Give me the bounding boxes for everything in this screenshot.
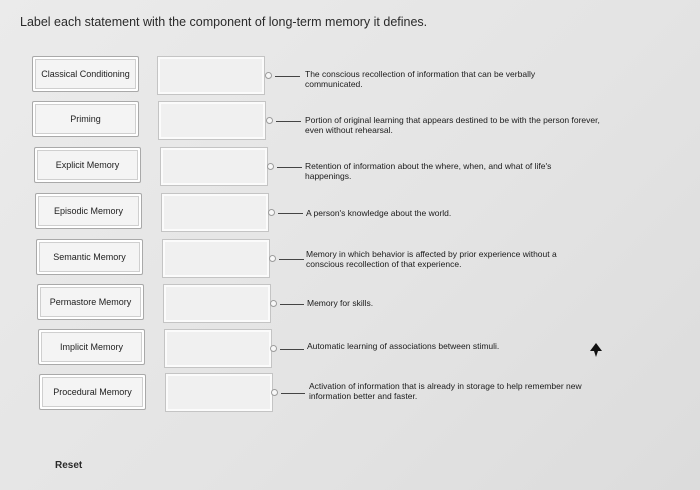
drop-slot-7[interactable] bbox=[164, 329, 272, 368]
definition-3: Retention of information about the where, when, and what of life's happenings. bbox=[305, 161, 552, 181]
definition-7: Automatic learning of associations between stimuli. bbox=[307, 341, 500, 351]
instruction-text: Label each statement with the component of long-term memory it defines. bbox=[20, 15, 428, 29]
connector-knob bbox=[265, 72, 272, 79]
term-permastore-memory[interactable]: Permastore Memory bbox=[37, 284, 144, 320]
definition-5: Memory in which behavior is affected by prior experience without a conscious recollection of that experience. bbox=[306, 249, 557, 269]
connector-knob bbox=[268, 209, 275, 216]
drop-slot-4[interactable] bbox=[161, 193, 269, 232]
connector-line bbox=[278, 213, 303, 214]
connector-line bbox=[280, 304, 304, 305]
definition-4: A person's knowledge about the world. bbox=[306, 208, 452, 218]
connector-knob bbox=[266, 117, 273, 124]
definition-6: Memory for skills. bbox=[307, 298, 374, 308]
term-priming[interactable]: Priming bbox=[32, 101, 139, 137]
connector-line bbox=[281, 393, 305, 394]
term-procedural-memory[interactable]: Procedural Memory bbox=[39, 374, 146, 410]
connector-knob bbox=[271, 389, 278, 396]
connector-line bbox=[277, 167, 302, 168]
term-implicit-memory[interactable]: Implicit Memory bbox=[38, 329, 145, 365]
term-classical-conditioning[interactable]: Classical Conditioning bbox=[32, 56, 139, 92]
mouse-cursor-icon bbox=[590, 343, 602, 357]
definition-1: The conscious recollection of information that can be verbally communicated. bbox=[305, 69, 536, 89]
reset-button[interactable]: Reset bbox=[55, 460, 83, 471]
connector-knob bbox=[270, 300, 277, 307]
term-semantic-memory[interactable]: Semantic Memory bbox=[36, 239, 143, 275]
drop-slot-8[interactable] bbox=[165, 373, 273, 412]
drop-slot-6[interactable] bbox=[163, 284, 271, 323]
term-explicit-memory[interactable]: Explicit Memory bbox=[34, 147, 141, 183]
drop-slot-2[interactable] bbox=[158, 101, 266, 140]
connector-line bbox=[279, 259, 304, 260]
connector-knob bbox=[270, 345, 277, 352]
connector-line bbox=[276, 121, 301, 122]
term-episodic-memory[interactable]: Episodic Memory bbox=[35, 193, 142, 229]
drop-slot-3[interactable] bbox=[160, 147, 268, 186]
definition-2: Portion of original learning that appears destined to be with the person forever, even without rehearsal. bbox=[305, 115, 600, 135]
drop-slot-5[interactable] bbox=[162, 239, 270, 278]
connector-line bbox=[275, 76, 300, 77]
connector-knob bbox=[269, 255, 276, 262]
connector-knob bbox=[267, 163, 274, 170]
drop-slot-1[interactable] bbox=[157, 56, 265, 95]
connector-line bbox=[280, 349, 304, 350]
definition-8: Activation of information that is already in storage to help remember new information better and faster. bbox=[309, 381, 582, 401]
